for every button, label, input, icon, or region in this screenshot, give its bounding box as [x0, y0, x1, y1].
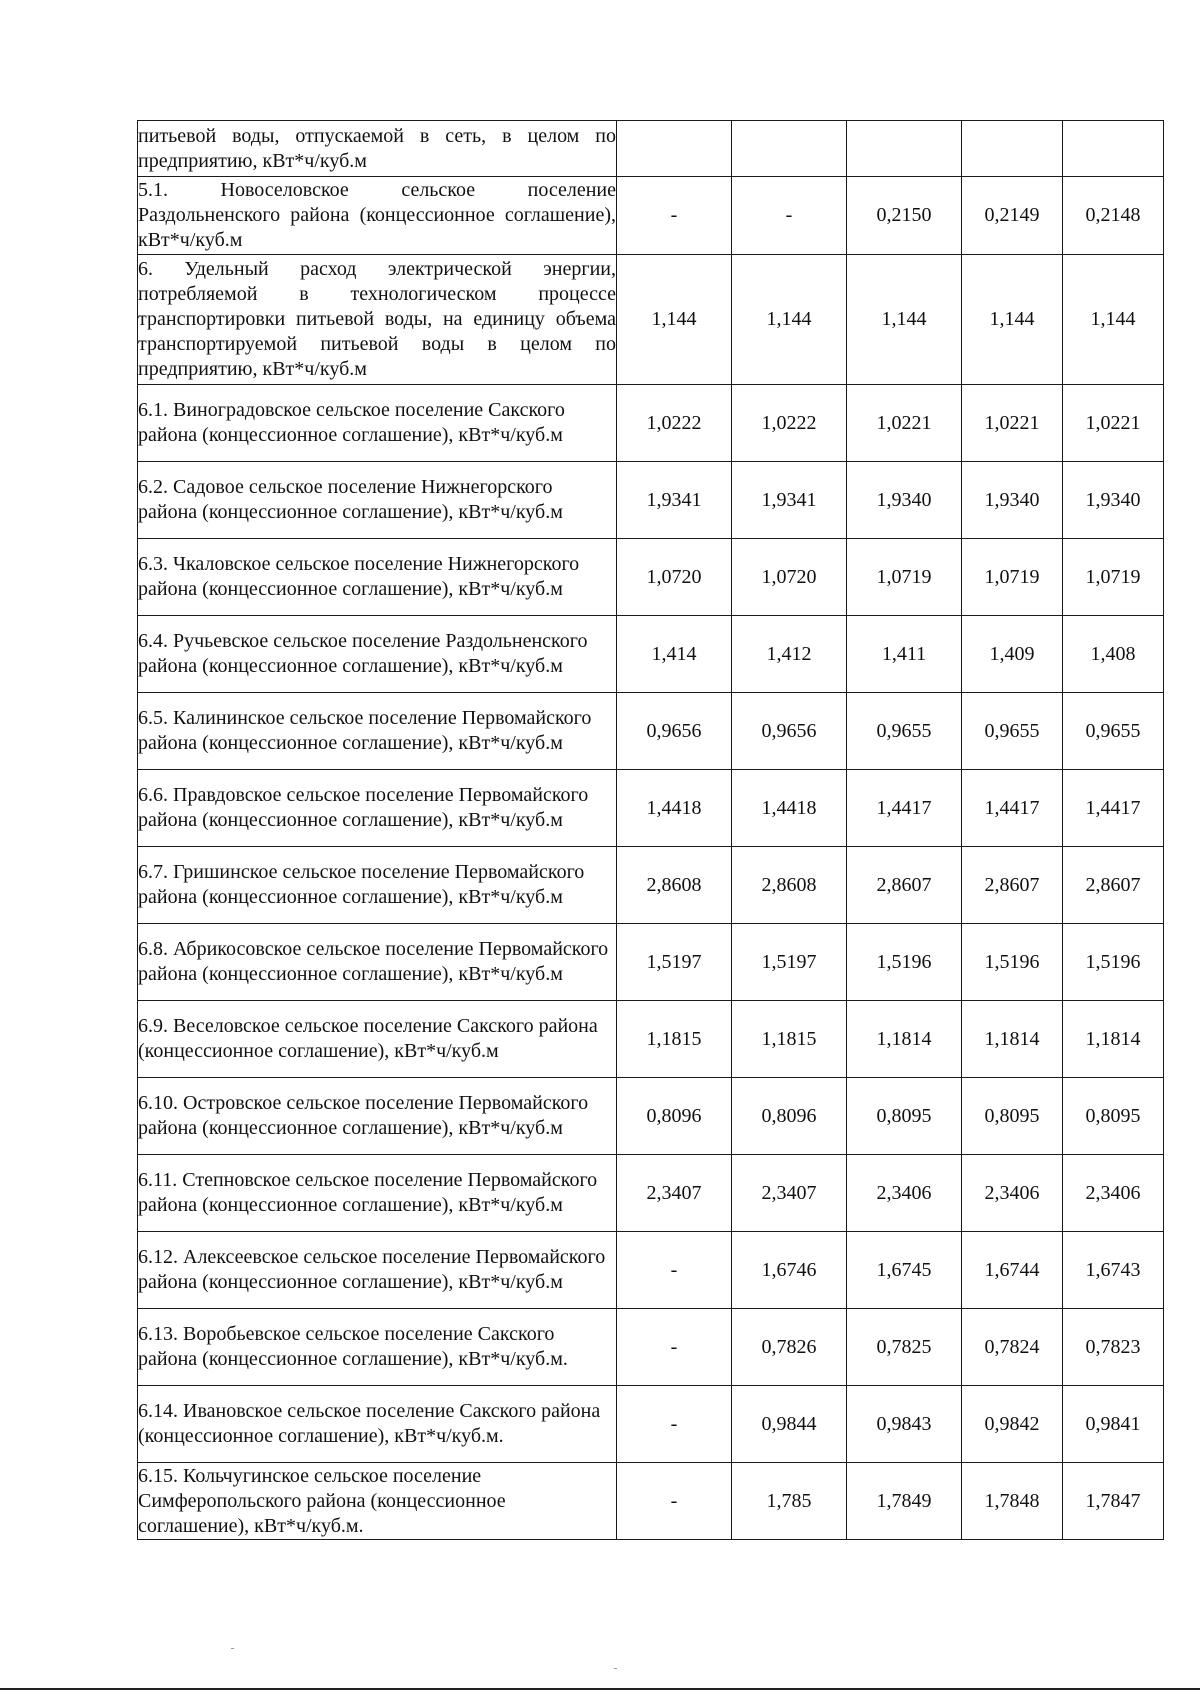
scan-speck: [614, 1668, 617, 1669]
value-cell: 1,0222: [617, 385, 732, 462]
table-row: [138, 770, 1164, 847]
table-row: [138, 121, 1164, 177]
table-row: [138, 1309, 1164, 1386]
row-label: 6.8. Абрикосовское сельское поселение Первомайского района (концессионное соглашение), кВт*ч/куб.м: [138, 924, 617, 1001]
row-label: 6.6. Правдовское сельское поселение Первомайского района (концессионное соглашение), кВт*ч/куб.м: [138, 770, 617, 847]
value-cell: 1,9341: [617, 462, 732, 539]
row-label: 6.2. Садовое сельское поселение Нижнегорского района (концессионное соглашение), кВт*ч/куб.м: [138, 462, 617, 539]
value-cell: 0,7825: [847, 1309, 962, 1386]
value-cell: 0,9655: [847, 693, 962, 770]
value-cell: 1,0221: [962, 385, 1063, 462]
value-cell: [962, 121, 1063, 177]
value-cell: 0,9656: [732, 693, 847, 770]
table-row: [138, 616, 1164, 693]
value-cell: 1,144: [732, 255, 847, 385]
value-cell: 1,9340: [1063, 462, 1164, 539]
value-cell: -: [617, 1232, 732, 1309]
table-row: [138, 255, 1164, 385]
value-cell: 0,8095: [847, 1078, 962, 1155]
value-cell: -: [617, 1463, 732, 1540]
value-cell: 0,8096: [617, 1078, 732, 1155]
table-row: [138, 177, 1164, 255]
row-label: 6.7. Гришинское сельское поселение Первомайского района (концессионное соглашение), кВт*ч/куб.м: [138, 847, 617, 924]
value-cell: 1,411: [847, 616, 962, 693]
row-label: 6.9. Веселовское сельское поселение Сакского района (концессионное соглашение), кВт*ч/куб.м: [138, 1001, 617, 1078]
value-cell: 1,0221: [847, 385, 962, 462]
table-row: [138, 1232, 1164, 1309]
table-row: [138, 924, 1164, 1001]
value-cell: 1,0719: [962, 539, 1063, 616]
row-label: 6.10. Островское сельское поселение Первомайского района (концессионное соглашение), кВт*ч/куб.м: [138, 1078, 617, 1155]
value-cell: 0,9655: [962, 693, 1063, 770]
table-row: [138, 385, 1164, 462]
value-cell: 1,5197: [617, 924, 732, 1001]
row-label: 6.14. Ивановское сельское поселение Сакского района (концессионное соглашение), кВт*ч/куб.м.: [138, 1386, 617, 1463]
value-cell: 1,414: [617, 616, 732, 693]
row-label: 6.3. Чкаловское сельское поселение Нижнегорского района (концессионное соглашение), кВт*ч/куб.м: [138, 539, 617, 616]
value-cell: 1,144: [1063, 255, 1164, 385]
value-cell: 1,5197: [732, 924, 847, 1001]
value-cell: 1,9341: [732, 462, 847, 539]
value-cell: 0,8096: [732, 1078, 847, 1155]
value-cell: 0,2148: [1063, 177, 1164, 255]
scan-speck: [231, 1648, 234, 1649]
value-cell: 1,1815: [617, 1001, 732, 1078]
value-cell: 1,4417: [1063, 770, 1164, 847]
value-cell: 2,3407: [617, 1155, 732, 1232]
value-cell: 1,0719: [1063, 539, 1164, 616]
value-cell: 0,7824: [962, 1309, 1063, 1386]
value-cell: 2,3406: [1063, 1155, 1164, 1232]
value-cell: 0,8095: [1063, 1078, 1164, 1155]
table-row: [138, 462, 1164, 539]
value-cell: 0,8095: [962, 1078, 1063, 1155]
value-cell: 1,6746: [732, 1232, 847, 1309]
table-row: [138, 1463, 1164, 1540]
row-label: 6.1. Виноградовское сельское поселение Сакского района (концессионное соглашение), кВт*ч/куб.м: [138, 385, 617, 462]
value-cell: 1,144: [847, 255, 962, 385]
value-cell: 1,6745: [847, 1232, 962, 1309]
table-row: [138, 1078, 1164, 1155]
value-cell: 0,9844: [732, 1386, 847, 1463]
page-bottom-rule: [0, 1688, 1200, 1690]
table-row: [138, 693, 1164, 770]
value-cell: 1,0221: [1063, 385, 1164, 462]
value-cell: 1,5196: [847, 924, 962, 1001]
value-cell: 1,6744: [962, 1232, 1063, 1309]
value-cell: 0,9656: [617, 693, 732, 770]
value-cell: [732, 121, 847, 177]
value-cell: 1,9340: [847, 462, 962, 539]
row-label: 6.12. Алексеевское сельское поселение Первомайского района (концессионное соглашение), кВт*ч/куб.м: [138, 1232, 617, 1309]
value-cell: 1,144: [962, 255, 1063, 385]
value-cell: 1,7848: [962, 1463, 1063, 1540]
value-cell: 2,8607: [847, 847, 962, 924]
value-cell: 2,3407: [732, 1155, 847, 1232]
value-cell: 1,7847: [1063, 1463, 1164, 1540]
value-cell: 2,3406: [962, 1155, 1063, 1232]
value-cell: 1,785: [732, 1463, 847, 1540]
value-cell: 1,7849: [847, 1463, 962, 1540]
value-cell: 0,2150: [847, 177, 962, 255]
value-cell: 0,9841: [1063, 1386, 1164, 1463]
value-cell: 0,7826: [732, 1309, 847, 1386]
value-cell: 1,408: [1063, 616, 1164, 693]
value-cell: 1,1814: [962, 1001, 1063, 1078]
value-cell: 1,412: [732, 616, 847, 693]
value-cell: 0,7823: [1063, 1309, 1164, 1386]
row-label: питьевой воды, отпускаемой в сеть, в целом по предприятию, кВт*ч/куб.м: [138, 121, 617, 177]
value-cell: 2,8608: [732, 847, 847, 924]
value-cell: 2,8607: [962, 847, 1063, 924]
indicators-table: [137, 120, 1164, 1540]
row-label: 5.1. Новоселовское сельское поселение Раздольненского района (концессионное соглашение), кВт*ч/куб.м: [138, 177, 617, 255]
value-cell: -: [617, 1309, 732, 1386]
value-cell: 0,2149: [962, 177, 1063, 255]
value-cell: 1,4418: [732, 770, 847, 847]
value-cell: 0,9842: [962, 1386, 1063, 1463]
value-cell: 1,4417: [847, 770, 962, 847]
value-cell: 1,0720: [732, 539, 847, 616]
value-cell: 1,5196: [962, 924, 1063, 1001]
value-cell: 1,409: [962, 616, 1063, 693]
table-row: [138, 1001, 1164, 1078]
value-cell: 1,1815: [732, 1001, 847, 1078]
value-cell: [847, 121, 962, 177]
value-cell: -: [732, 177, 847, 255]
row-label: 6.15. Кольчугинское сельское поселение Симферопольского района (концессионное соглашение), кВт*ч/куб.м.: [138, 1463, 617, 1540]
value-cell: 1,0720: [617, 539, 732, 616]
row-label: 6.4. Ручьевское сельское поселение Раздольненского района (концессионное соглашение), кВт*ч/куб.м: [138, 616, 617, 693]
value-cell: 1,1814: [1063, 1001, 1164, 1078]
value-cell: 1,1814: [847, 1001, 962, 1078]
value-cell: 0,9843: [847, 1386, 962, 1463]
table-row: [138, 847, 1164, 924]
row-label: 6. Удельный расход электрической энергии, потребляемой в технологическом процессе транспортировки питьевой воды, на единицу объема транспортируемой питьевой воды в целом по предприятию, кВт*ч/куб.м: [138, 255, 617, 385]
value-cell: 1,4417: [962, 770, 1063, 847]
value-cell: 1,4418: [617, 770, 732, 847]
value-cell: 1,6743: [1063, 1232, 1164, 1309]
table-row: [138, 1155, 1164, 1232]
value-cell: [1063, 121, 1164, 177]
row-label: 6.5. Калининское сельское поселение Первомайского района (концессионное соглашение), кВт*ч/куб.м: [138, 693, 617, 770]
value-cell: -: [617, 177, 732, 255]
value-cell: [617, 121, 732, 177]
value-cell: 0,9655: [1063, 693, 1164, 770]
table-row: [138, 1386, 1164, 1463]
value-cell: 1,5196: [1063, 924, 1164, 1001]
value-cell: 2,8608: [617, 847, 732, 924]
table-row: [138, 539, 1164, 616]
value-cell: 2,3406: [847, 1155, 962, 1232]
row-label: 6.11. Степновское сельское поселение Первомайского района (концессионное соглашение), кВт*ч/куб.м: [138, 1155, 617, 1232]
value-cell: 1,0719: [847, 539, 962, 616]
value-cell: -: [617, 1386, 732, 1463]
value-cell: 2,8607: [1063, 847, 1164, 924]
value-cell: 1,0222: [732, 385, 847, 462]
value-cell: 1,9340: [962, 462, 1063, 539]
value-cell: 1,144: [617, 255, 732, 385]
row-label: 6.13. Воробьевское сельское поселение Сакского района (концессионное соглашение), кВт*ч/куб.м.: [138, 1309, 617, 1386]
